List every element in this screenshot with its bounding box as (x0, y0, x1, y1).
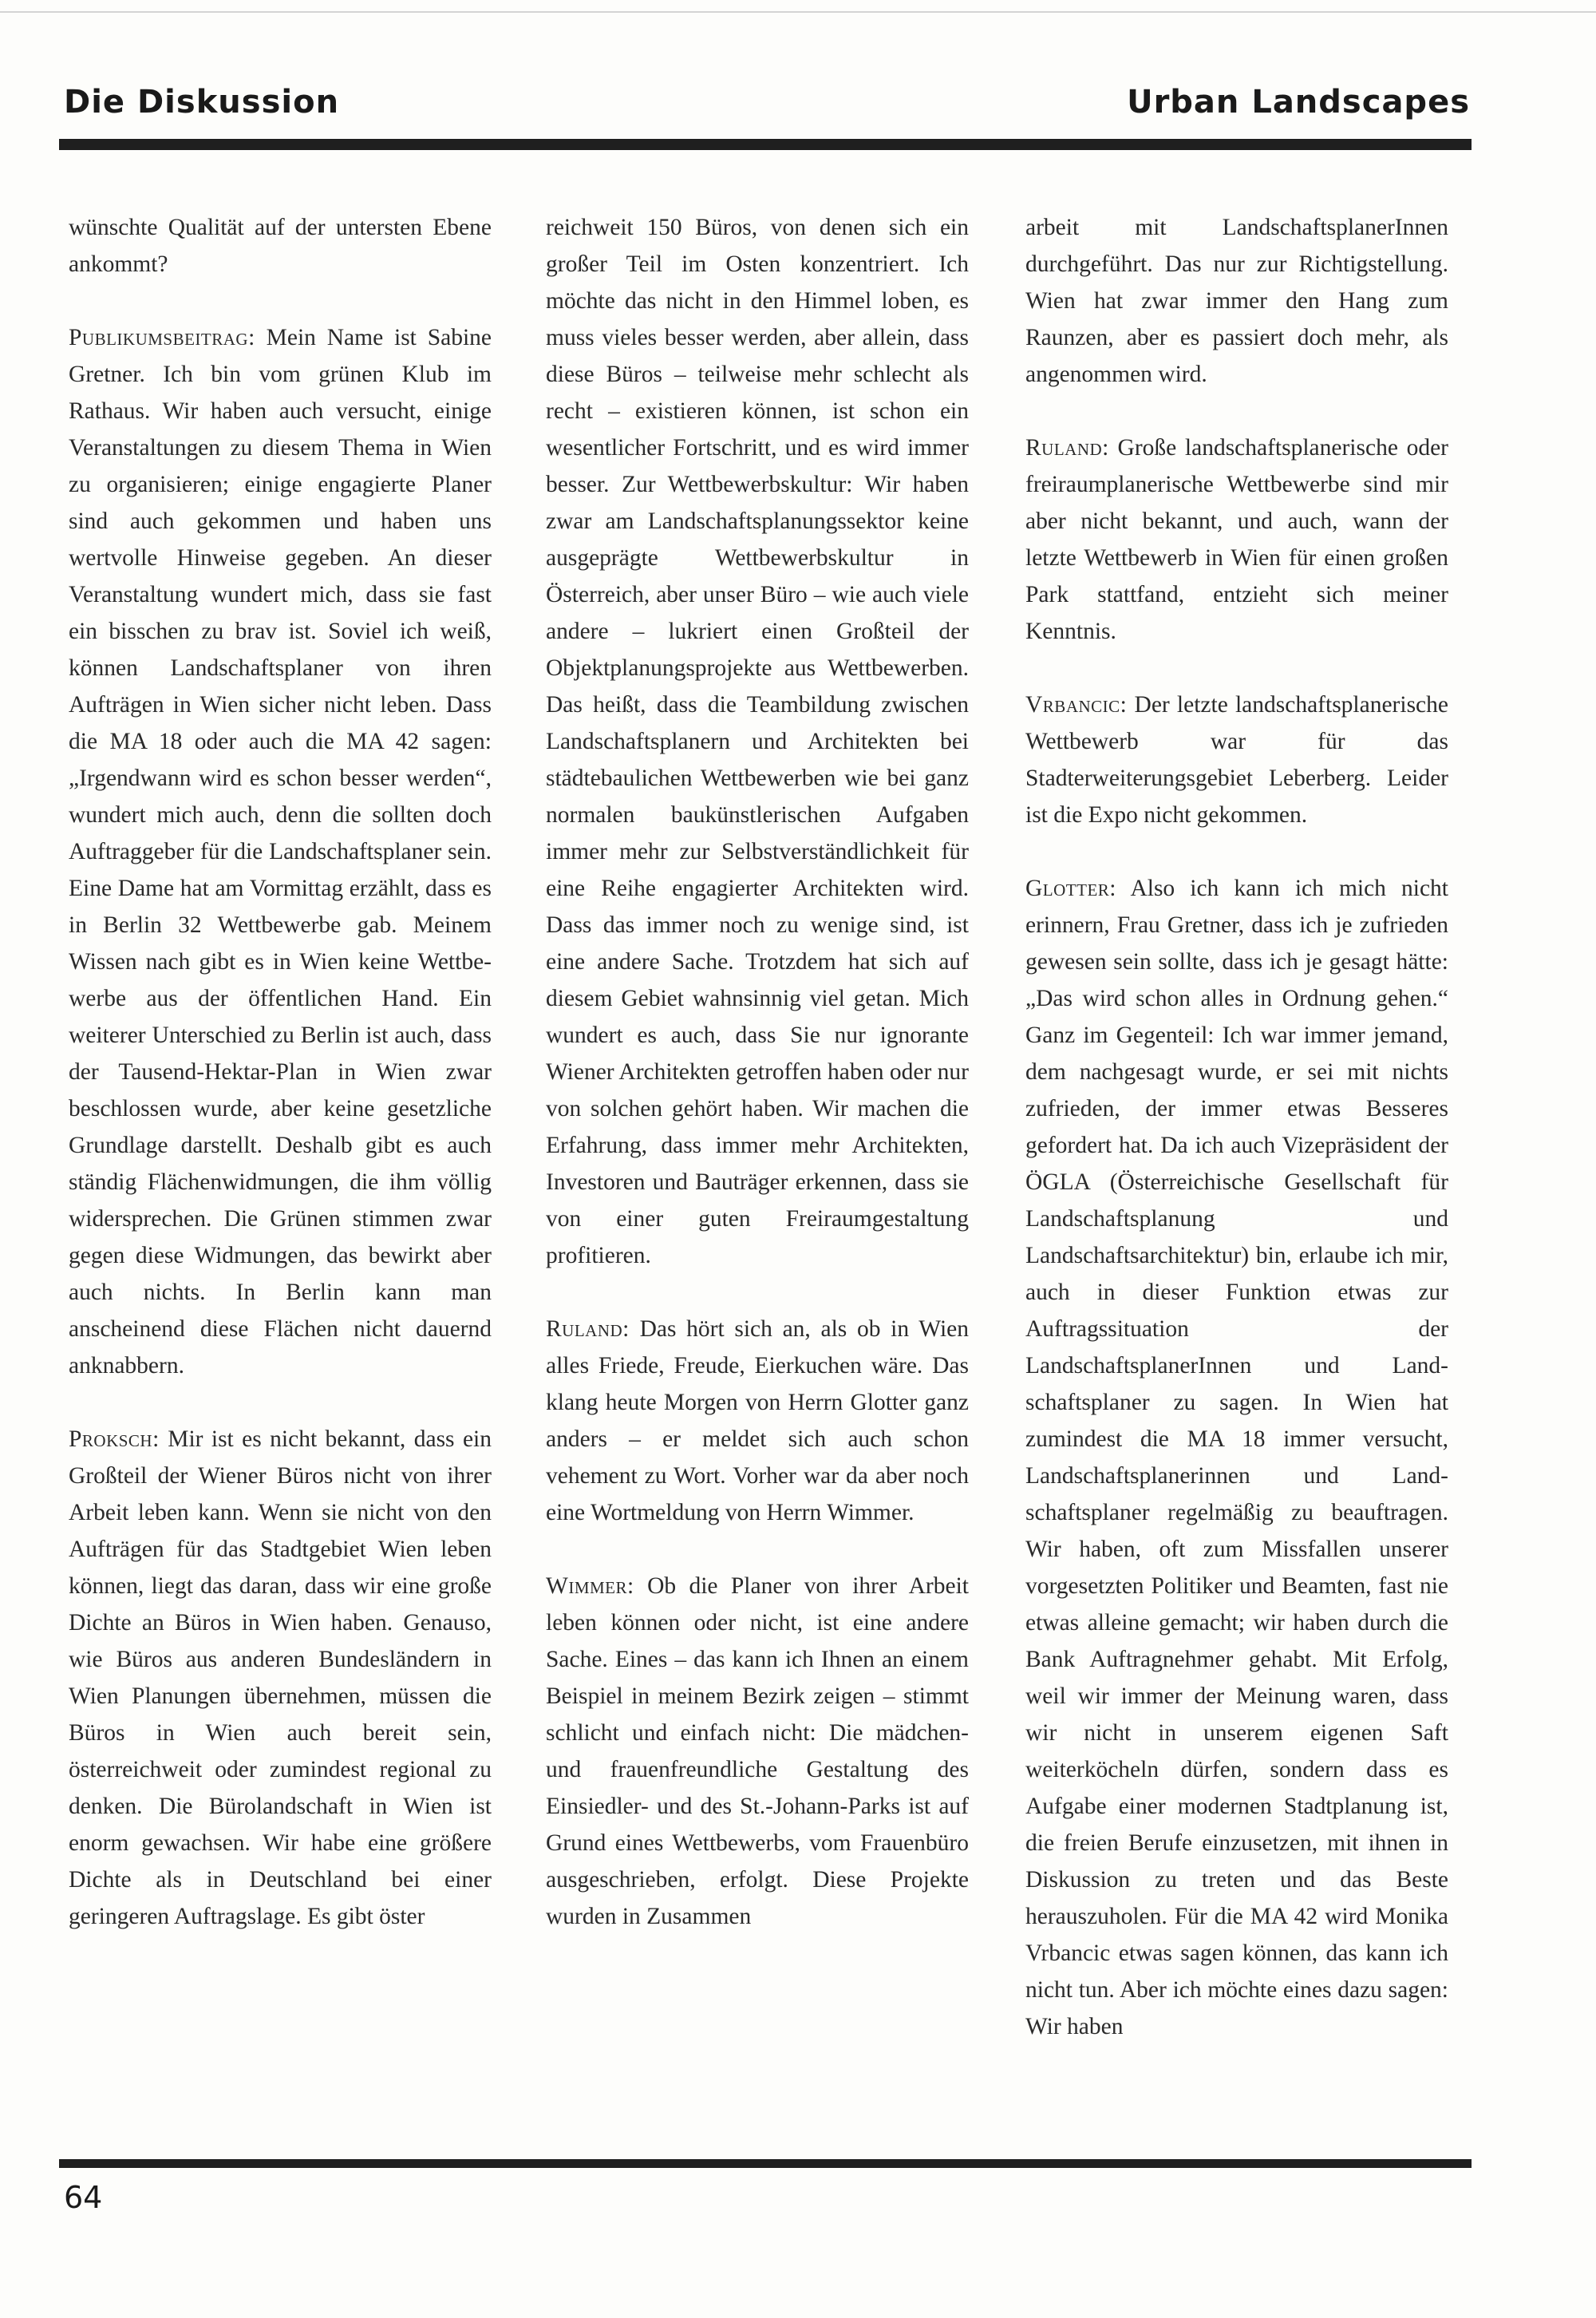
paragraph-text: Das hört sich an, als ob in Wien alles Friede, Freude, Eierkuchen wäre. Das klang heute Morgen von Herrn Glotter ganz anders – er meldet sich auch schon vehement zu Wort. Vorher war da aber noch eine Wortmeldung von Herrn Wimmer. (546, 1316, 969, 1525)
speaker-name: Ruland: (1025, 435, 1109, 461)
paragraph-text: arbeit mit LandschaftsplanerInnen durchgeführt. Das nur zur Richtigstellung. Wien hat zwar immer den Hang zum Raunzen, aber es passiert doch mehr, als angenommen wird. (1025, 215, 1448, 387)
paragraph (546, 1311, 969, 1531)
speaker-name: Wimmer: (546, 1573, 634, 1599)
paragraph-text: reichweit 150 Büros, von denen sich ein großer Teil im Osten konzentriert. Ich möchte das nicht in den Himmel loben, es muss vieles besser werden, aber allein, dass diese Büros – teilweise mehr schlecht als recht – existieren können, ist schon ein wesentlicher Fortschritt, und es wird immer besser. Zur Wettbewerbskultur: Wir haben zwar am Landschaftsplanungssektor keine ausgeprägte Wettbewerbskultur in Österreich, aber unser Büro – wie auch viele andere – lukriert einen Großteil der Objektplanungsprojekte aus Wettbewerben. Das heißt, dass die Teambildung zwischen Landschaftsplanern und Architekten bei städtebaulichen Wettbewerben wie bei ganz normalen baukünstlerischen Aufgaben immer mehr zur Selbstverständlichkeit für eine Reihe engagierter Architekten wird. Dass das immer noch zu wenige sind, ist eine andere Sache. Trotzdem hat sich auf diesem Gebiet wahnsinnig viel getan. Mich wundert es auch, dass Sie nur ignorante Wiener Architekten getroffen haben oder nur von solchen gehört haben. Wir machen die Erfahrung, dass immer mehr Architekten, Investoren und Bauträger erkennen, dass sie von einer guten Freiraumgestaltung profitieren. (546, 215, 969, 1268)
running-head-left: Die Diskussion (64, 84, 340, 121)
text-column-3 (1025, 209, 1448, 2045)
speaker-name: Ruland: (546, 1316, 630, 1342)
text-column-2 (546, 209, 969, 1935)
paragraph (546, 1568, 969, 1935)
paragraph (69, 1421, 492, 1935)
paragraph-text: wünschte Qualität auf der untersten Ebene ankommt? (69, 215, 492, 277)
paragraph (546, 209, 969, 1274)
paragraph (69, 209, 492, 283)
paragraph-text: Ob die Planer von ihrer Arbeit leben können oder nicht, ist eine andere Sache. Eines – das kann ich Ihnen an einem Beispiel in meinem Bezirk zeigen – stimmt schlicht und einfach nicht: Die mädchen- und frauenfreundliche Gestaltung des Einsiedler- und des St.-Johann-Parks ist auf Grund eines Wettbewerbs, vom Frauenbüro ausgeschrieben, erfolgt. Diese Projekte wurden in Zusammen (546, 1573, 969, 1929)
header-rule (59, 139, 1472, 150)
page-number: 64 (64, 2180, 103, 2215)
speaker-name: Glotter: (1025, 876, 1116, 901)
text-column-1 (69, 209, 492, 1935)
paragraph (1025, 429, 1448, 650)
speaker-name: Vrbancic: (1025, 692, 1128, 718)
speaker-name: Publikumsbeitrag: (69, 325, 255, 350)
paragraph-text: Große landschaftsplanerische oder freiraumplanerische Wettbewerbe sind mir aber nicht bekannt, und auch, wann der letzte Wettbewerb in Wien für einen großen Park stattfand, entzieht sich meiner Kenntnis. (1025, 435, 1448, 644)
paragraph (1025, 209, 1448, 393)
footer-rule (59, 2159, 1472, 2168)
speaker-name: Proksch: (69, 1426, 160, 1452)
paragraph (1025, 686, 1448, 833)
paragraph-text: Also ich kann ich mich nicht erinnern, Frau Gretner, dass ich je zufrieden gewesen sein sollte, dass ich je gesagt hätte: „Das wird schon alles in Ordnung gehen.“ Ganz im Gegenteil: Ich war immer jemand, dem nachgesagt wurde, er sei mit nichts zufrieden, der immer etwas Besseres gefordert hat. Da ich auch Vizepräsident der ÖGLA (Österreichische Gesellschaft für Landschaftsplanung und Landschaftsarchitektur) bin, erlaube ich mir, auch in dieser Funktion etwas zur Auftragssituation der LandschaftsplanerInnen und Landschaftsplaner zu sagen. In Wien hat zumindest die MA 18 immer versucht, Landschaftsplanerinnen und Landschaftsplaner regelmäßig zu beauftragen. Wir haben, oft zum Missfallen unserer vorgesetzten Politiker und Beamten, fast nie etwas alleine gemacht; wir haben durch die Bank Auftragnehmer gehabt. Mit Erfolg, weil wir immer der Meinung waren, dass wir nicht in unserem eigenen Saft weiterköcheln dürfen, sondern dass es Aufgabe einer modernen Stadtplanung ist, die freien Berufe einzusetzen, mit ihnen in Diskussion zu treten und das Beste herauszuholen. Für die MA 42 wird Monika Vrbancic etwas sagen können, das kann ich nicht tun. Aber ich möchte eines dazu sagen: Wir haben (1025, 876, 1448, 2039)
running-head-right: Urban Landscapes (1127, 84, 1470, 121)
paragraph-text: Mir ist es nicht bekannt, dass ein Großteil der Wiener Büros nicht von ihrer Arbeit leben kann. Wenn sie nicht von den Aufträgen für das Stadtgebiet Wien leben können, liegt das daran, dass wir eine große Dichte an Büros in Wien haben. Genauso, wie Büros aus anderen Bundesländern in Wien Planungen übernehmen, müssen die Büros in Wien auch bereit sein, österreichweit oder zumindest regional zu denken. Die Bürolandschaft in Wien ist enorm gewachsen. Wir habe eine größere Dichte als in Deutschland bei einer geringeren Auftragslage. Es gibt öster (69, 1426, 492, 1929)
top-rule (0, 11, 1596, 13)
paragraph-text: Der letzte landschaftsplanerische Wettbewerb war für das Stadterweiterungsgebiet Leberberg. Leider ist die Expo nicht gekommen. (1025, 692, 1448, 828)
paragraph-text: Mein Name ist Sabine Gretner. Ich bin vom grünen Klub im Rathaus. Wir haben auch versucht, einige Veranstaltungen zu diesem Thema in Wien zu organisieren; einige engagierte Planer sind auch gekommen und haben uns wertvolle Hinweise gegeben. An dieser Veranstaltung wundert mich, dass sie fast ein bisschen zu brav ist. Soviel ich weiß, können Landschaftsplaner von ihren Aufträgen in Wien sicher nicht leben. Dass die MA 18 oder auch die MA 42 sagen: „Irgendwann wird es schon besser werden“, wundert mich auch, denn die sollten doch Auftraggeber für die Landschaftsplaner sein. Eine Dame hat am Vormittag erzählt, dass es in Berlin 32 Wettbewerbe gab. Meinem Wissen nach gibt es in Wien keine Wettbewerbe aus der öffentlichen Hand. Ein weiterer Unterschied zu Berlin ist auch, dass der Tausend-Hektar-Plan in Wien zwar beschlossen wurde, aber keine gesetzliche Grundlage darstellt. Deshalb gibt es auch ständig Flächenwidmungen, die ihm völlig widersprechen. Die Grünen stimmen zwar gegen diese Widmungen, das bewirkt aber auch nichts. In Berlin kann man anscheinend diese Flächen nicht dauernd anknabbern. (69, 325, 492, 1379)
paragraph (69, 319, 492, 1384)
paragraph (1025, 870, 1448, 2045)
